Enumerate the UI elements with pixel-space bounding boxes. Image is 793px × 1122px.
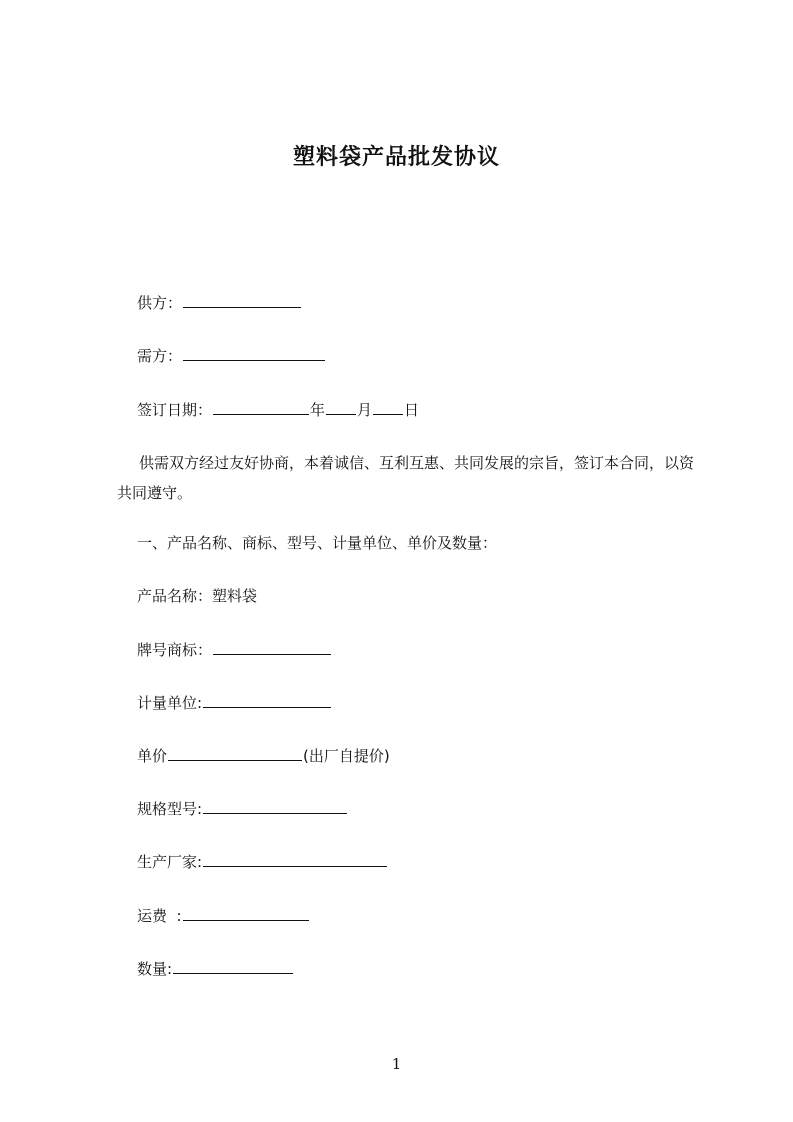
buyer-line	[137, 344, 326, 367]
manufacturer-label: 生产厂家:	[137, 853, 203, 871]
year-blank	[213, 398, 309, 415]
month-blank	[326, 398, 356, 415]
freight-line	[137, 904, 310, 927]
brand-line	[137, 638, 332, 661]
buyer-label: 需方：	[137, 347, 183, 365]
page-number: 1	[391, 1055, 402, 1073]
product-name-line: 产品名称：塑料袋	[137, 587, 258, 605]
quantity-blank	[173, 957, 293, 974]
price-line	[137, 744, 390, 767]
spec-blank	[203, 797, 347, 814]
buyer-blank	[183, 344, 325, 361]
manufacturer-line	[137, 850, 388, 873]
price-blank	[168, 744, 302, 761]
spec-line	[137, 797, 348, 820]
manufacturer-blank	[203, 850, 387, 867]
brand-blank	[213, 638, 331, 655]
price-label: 单价	[137, 747, 168, 765]
spec-label: 规格型号:	[137, 800, 203, 818]
section1-heading: 一、产品名称、商标、型号、计量单位、单价及数量：	[137, 534, 498, 552]
supplier-label: 供方：	[137, 294, 183, 312]
day-label: 日	[404, 401, 420, 419]
year-label: 年	[310, 401, 326, 419]
unit-line	[137, 691, 332, 714]
document-title: 塑料袋产品批发协议	[292, 145, 500, 170]
quantity-label: 数量:	[137, 960, 173, 978]
sign-date-label: 签订日期：	[137, 401, 213, 419]
freight-label: 运费 :	[137, 907, 182, 925]
supplier-line	[137, 291, 302, 314]
supplier-blank	[183, 291, 301, 308]
intro-paragraph: 供需双方经过友好协商，本着诚信、互利互惠、共同发展的宗旨，签订本合同，以资共同遵守。	[117, 454, 695, 502]
quantity-line	[137, 957, 294, 980]
sign-date-line	[137, 398, 419, 421]
brand-label: 牌号商标：	[137, 641, 213, 659]
unit-label: 计量单位:	[137, 694, 203, 712]
freight-blank	[183, 904, 309, 921]
month-label: 月	[357, 401, 373, 419]
day-blank	[373, 398, 403, 415]
price-suffix: (出厂自提价)	[303, 747, 390, 765]
unit-blank	[203, 691, 331, 708]
